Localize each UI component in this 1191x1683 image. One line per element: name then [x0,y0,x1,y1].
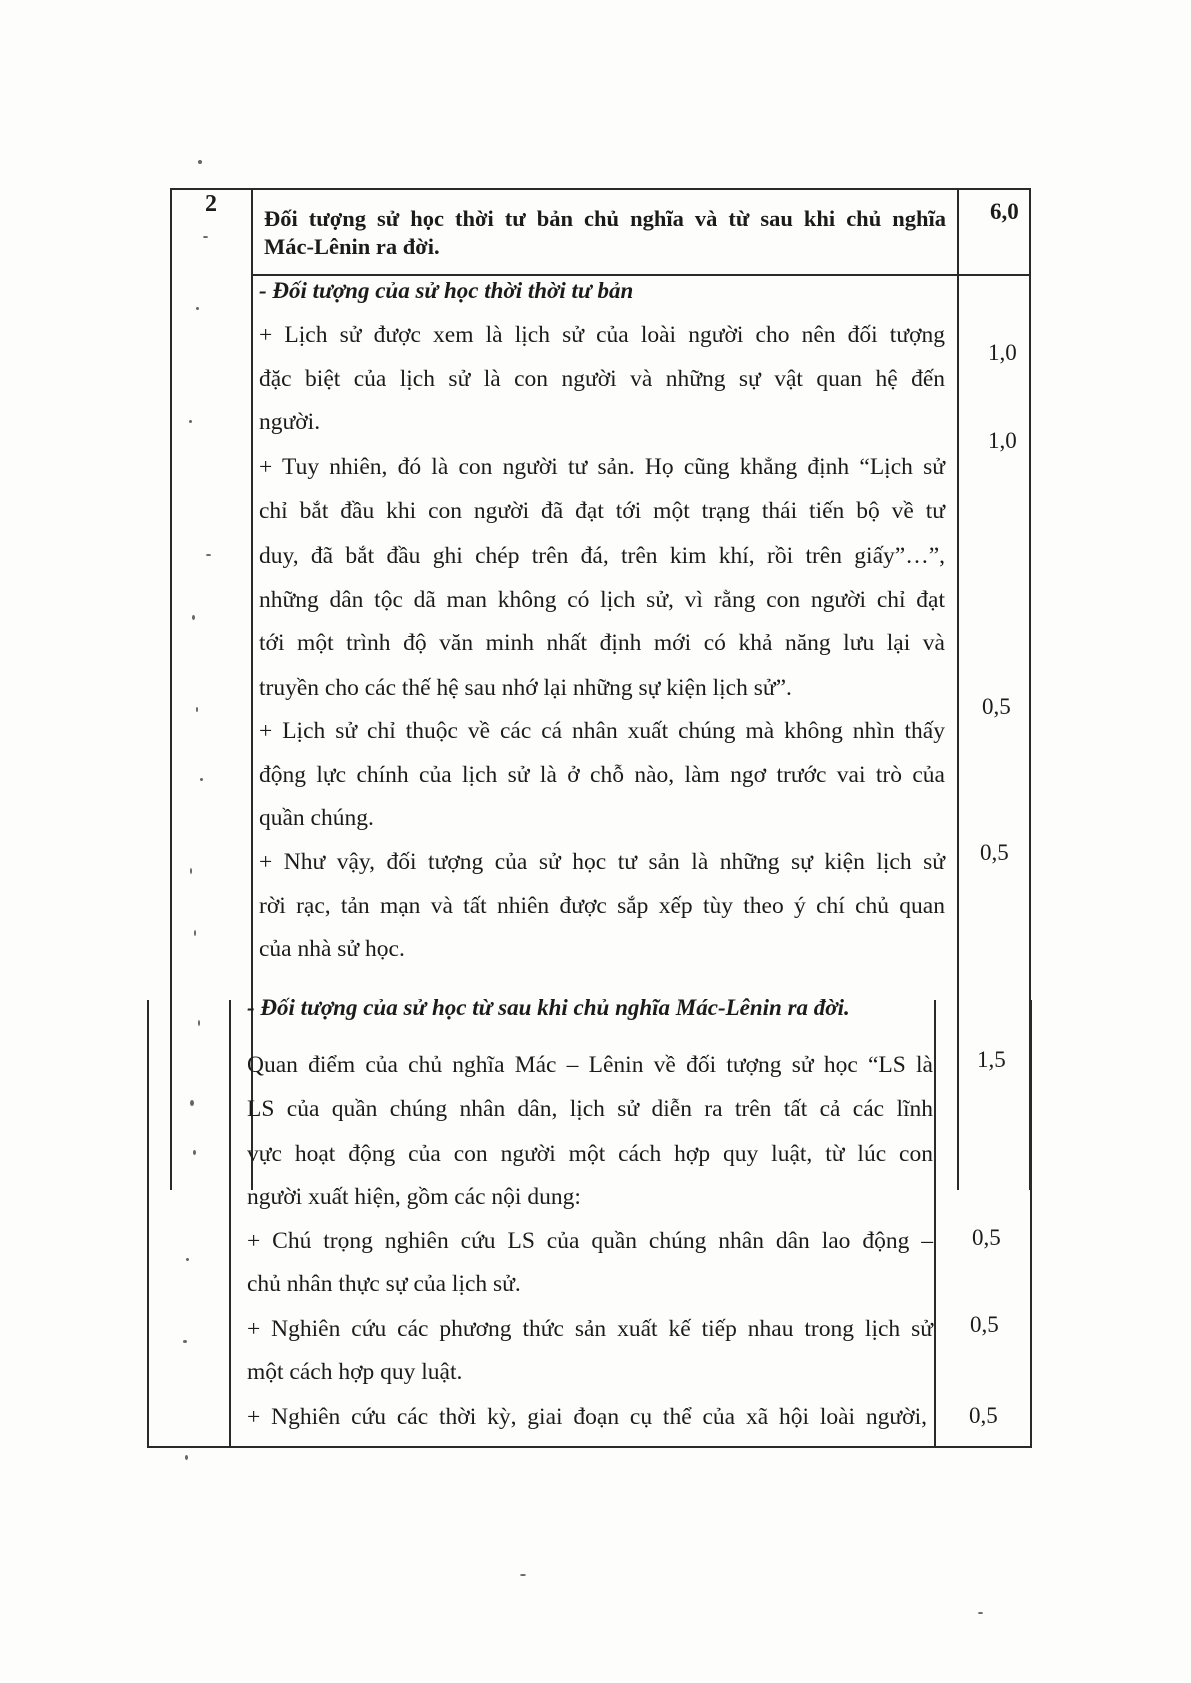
score-column-divider-upper [957,188,959,1190]
column-divider-lower [229,1000,231,1448]
text-line: + Chú trọng nghiên cứu LS của quần chúng nhân dân lao động – [247,1228,933,1254]
score-column-divider-lower [934,1000,936,1448]
text-line: + Nghiên cứu các thời kỳ, giai đoạn cụ thể của xã hội loài người, [247,1404,927,1430]
text-line: quần chúng. [259,805,374,831]
table-border-left-lower [147,1000,149,1448]
score: 1,0 [988,428,1017,453]
text-line: tới một trình độ văn minh nhất định mới có khả năng lưu lại và [259,630,945,656]
scan-speck [196,707,198,712]
text-line: chỉ bắt đầu khi con người đã đạt tới một trạng thái tiến bộ về tư [259,498,945,524]
text-line: + Nghiên cứu các phương thức sản xuất kế tiếp nhau trong lịch sử [247,1316,933,1342]
text-line: chủ nhân thực sự của lịch sử. [247,1271,521,1297]
scan-speck [978,1612,983,1614]
table-border-top [170,188,1031,190]
section2-heading: - Đối tượng của sử học từ sau khi chủ nghĩa Mác-Lênin ra đời. [247,995,850,1020]
question-title-line-2: Mác-Lênin ra đời. [264,234,440,259]
section1-heading: - Đối tượng của sử học thời thời tư bản [259,278,634,303]
text-line: + Lịch sử được xem là lịch sử của loài người cho nên đối tượng [259,322,945,348]
text-line: đặc biệt của lịch sử là con người và những sự vật quan hệ đến [259,366,945,392]
text-line: + Như vậy, đối tượng của sử học tư sản là những sự kiện lịch sử [259,849,945,875]
text-line: Quan điểm của chủ nghĩa Mác – Lênin về đối tượng sử học “LS là [247,1052,933,1078]
scan-speck [185,1455,188,1460]
text-line: LS của quần chúng nhân dân, lịch sử diễn ra trên tất cả các lĩnh [247,1096,933,1122]
text-line: + Tuy nhiên, đó là con người tư sản. Họ cũng khẳng định “Lịch sử [259,454,945,480]
text-line: rời rạc, tản mạn và tất nhiên được sắp xếp tùy theo ý chí chủ quan [259,893,945,919]
scan-speck [198,160,202,164]
scan-speck [189,420,192,423]
text-line: duy, đã bắt đầu ghi chép trên đá, trên kim khí, rồi trên giấy”…”, [259,543,945,569]
question-number: 2 [205,191,217,217]
scan-speck [186,1258,189,1261]
table-border-bottom [147,1446,1032,1448]
text-line: truyền cho các thế hệ sau nhớ lại những sự kiện lịch sử”. [259,675,792,701]
score: 1,0 [988,340,1017,365]
scan-speck [203,236,208,238]
scan-speck [198,1020,200,1026]
text-line: + Lịch sử chỉ thuộc về các cá nhân xuất chúng mà không nhìn thấy [259,718,945,744]
text-line: một cách hợp quy luật. [247,1359,463,1385]
text-line: động lực chính của lịch sử là ở chỗ nào, làm ngơ trước vai trò của [259,762,945,788]
score: 0,5 [980,840,1009,865]
score: 0,5 [982,694,1011,719]
scan-speck [190,868,192,874]
text-line: của nhà sử học. [259,936,405,962]
table-border-left-upper [170,188,172,1190]
text-line: những dân tộc dã man không có lịch sử, vì rằng con người chỉ đạt [259,587,945,613]
question-title-line-1: Đối tượng sử học thời tư bản chủ nghĩa và từ sau khi chủ nghĩa [264,206,946,231]
scan-speck [190,1100,194,1106]
column-divider-upper [251,188,253,1190]
title-row-bottom [252,274,1030,276]
score: 0,5 [970,1312,999,1337]
scan-speck [196,307,199,310]
scan-speck [200,778,203,781]
score: 1,5 [977,1047,1006,1072]
scan-speck [194,930,196,936]
scan-speck [193,1150,196,1155]
text-line: người xuất hiện, gồm các nội dung: [247,1184,581,1210]
total-score: 6,0 [990,199,1019,224]
scan-speck [206,554,211,556]
scan-speck [192,615,195,620]
text-line: người. [259,409,321,435]
text-line: vực hoạt động của con người một cách hợp quy luật, từ lúc con [247,1141,933,1167]
score: 0,5 [972,1225,1001,1250]
score: 0,5 [969,1403,998,1428]
scan-speck [183,1340,187,1343]
scan-speck [520,1574,526,1576]
table-border-right-lower [1030,1000,1032,1448]
